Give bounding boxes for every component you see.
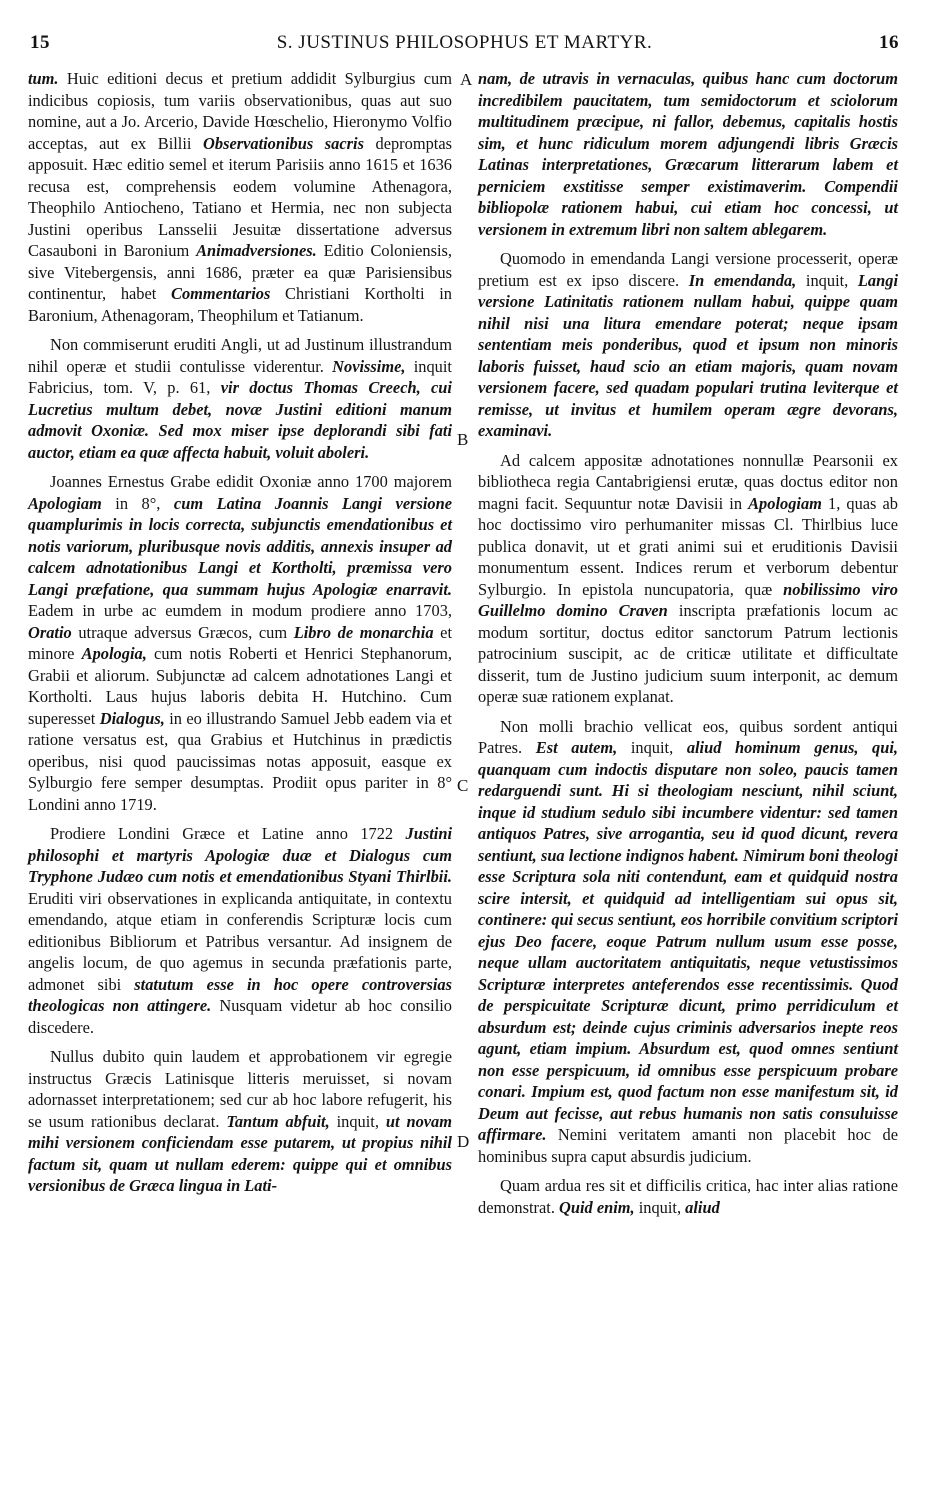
text-run: Prodiere Londini Græce et Latine anno 1722: [50, 824, 406, 843]
italic-text: nam, de utravis in vernaculas, quibus hanc cum doctorum incredibilem paucitatem, tum semidoctorum et sciolorum multitudinem præcipue, ni fallor, debemus, capitalis hostis sim, et hunc ridiculum morem adjungendi libris Græcis Latinas interpretationes, Græcarum litterarum labem et perniciem exstitisse semper existimaverim. Compendii bibliopolæ rationem habui, cui etiam hoc concessi, ut versionem in extremum libri non saltem ablegarem.: [478, 69, 898, 239]
running-header: [28, 32, 901, 58]
italic-text: tum.: [28, 69, 59, 88]
text-run: in 8°,: [101, 493, 174, 513]
text-run: Non commiserunt eruditi Angli, ut ad Justinum illustrandum nihil operæ et studii contulisse viderentur.: [28, 335, 452, 376]
left-column: [28, 68, 452, 1197]
italic-text: Tantum abfuit,: [226, 1111, 330, 1131]
text-run: 1, quas ab hoc doctissimo viro perhumaniter missas Cl. Thirlbius luce publica donavit, ut et grati animi sui et eruditionis Davisii monumentum essent. Indices rerum et verborum debentur Sylburgio. In epistola nuncupatoria, quæ: [478, 493, 899, 599]
italic-text: Apologiam: [28, 493, 102, 513]
margin-letter-c: C: [457, 776, 469, 795]
italic-text: Oratio: [28, 622, 72, 642]
text-run: Nusquam videtur ab hoc consilio discedere.: [28, 996, 452, 1037]
paragraph: [28, 471, 452, 815]
italic-text: Est autem,: [535, 738, 618, 757]
text-run: Joannes Ernestus Grabe edidit Oxoniæ anno 1700 majorem: [50, 472, 452, 491]
text-run: Nemini veritatem amanti non placebit hoc de hominibus supra caput absurdis judicium.: [478, 1125, 898, 1166]
text-run: Ad calcem appositæ adnotationes nonnullæ Pearsonii ex bibliotheca regia Cantabrigiensi erutæ, quas doctus editor non magni facit. Sequuntur notæ Davisii in: [478, 450, 898, 513]
paragraph: [478, 68, 898, 240]
italic-text: statutum esse in hoc opere controversias theologicas non attingere.: [28, 974, 452, 1015]
text-run: Quomodo in emendanda Langi versione processerit, operæ pretium est ex ipso discere.: [478, 249, 898, 290]
text-run: in eo illustrando Samuel Jebb eadem via et ratione versatus est, qua Grabius et Hutchinus in prædictis operibus, nisi quod paucissimas notas apposuit, easque ex Sylburgio fere semper desumptas. Prodiit opus pariter in 8° Londini anno 1719.: [28, 708, 452, 814]
italic-text: Dialogus,: [99, 708, 165, 728]
italic-text: vir doctus Thomas Creech, cui Lucretius multum debet, novæ Justini editioni manum admovit Oxoniæ. Sed mox miser ipse deplorandi sibi fati auctor, etiam ea quæ affecta habuit, voluit aboleri.: [28, 378, 452, 462]
italic-text: Quid enim,: [559, 1197, 635, 1217]
italic-text: cum Latina Joannis Langi versione quamplurimis in locis correcta, subjunctis emendationibus et notis variorum, pluribusque novis additis, annexis insuper ad calcem adnotationibus Langi et Kortholti, præmissa vero Langi præfatione, qua summam hujus Apologiæ enarravit.: [28, 493, 452, 599]
text-run: Nullus dubito quin laudem et approbationem vir egregie instructus Græcis Latinisque litteris meruisset, si novam adornasset interpretationem; sed cur ab hoc labore refugerit, his se usum rationibus declarat.: [28, 1047, 452, 1131]
text-run: Christiani Kortholti in Baronium, Athenagoram, Theophilum et Tatianum.: [28, 284, 453, 325]
right-column: [478, 68, 898, 1218]
paragraph: [478, 248, 898, 442]
page-number-left: 15: [30, 32, 50, 53]
text-run: Eruditi viri observationes in explicanda antiquitate, in contextu emendando, atque etiam in conferendis Scripturæ locis cum editionibus Bibliorum et Patribus versantur. Ad insignem de angelis locum, de quo agemus in secunda præfationis parte, admonet sibi: [28, 888, 452, 994]
italic-text: aliud: [685, 1197, 720, 1217]
margin-letter-a: A: [460, 70, 473, 89]
page-number-right: 16: [879, 32, 899, 53]
italic-text: Apologiam: [748, 493, 822, 513]
text-run: inquit,: [617, 738, 687, 757]
text-run: Non molli brachio vellicat eos, quibus sordent antiqui Patres.: [478, 716, 898, 757]
paragraph: [478, 450, 898, 708]
paragraph: [28, 823, 452, 1038]
paragraph: [28, 1046, 452, 1197]
italic-text: aliud hominum genus, qui, quanquam cum indoctis disputare non soleo, paucis tamen redarguendi sunt. Hi si theologiam nesciunt, nihil sciunt, inque id studium sedulo sibi incumbere videntur: sed tamen antiquos Patres, sive arrogantia, seu id quod dicunt, revera sentiunt, sua lectione indignos habent. Nimirum boni theologi esse Scriptura sola niti contendunt, eam et quidquid nostra scire intersit, et quidquid ad intelligentiam sui opus sit, continere: qui secus sentiunt, eos horribile convitium scriptori ejus Deo facere, eoque Patrum nullum usum esse posse, neque ullam auctoritatem antiquitatis, neque vetustissimos Scripturæ interpretes anteferendos esse recentissimis. Quod de perspicuitate Scripturæ dicunt, primo perridiculum et absurdum est; deinde cujus criminis adversarios inepte reos agunt, etiam impium. Absurdum est, quod omnes sentiunt non esse perspicuum, id omnibus esse perspicuum probare conari. Impium est, quod factum non esse manifestum sit, id Deum aut fecisse, aut rebus humanis non satis consuluisse affirmare.: [478, 738, 898, 1144]
text-run: inquit,: [634, 1197, 686, 1217]
italic-text: nobilissimo viro Guillelmo domino Craven: [478, 579, 898, 620]
running-title: S. JUSTINUS PHILOSOPHUS ET MARTYR.: [276, 32, 653, 53]
italic-text: Novissime,: [332, 356, 406, 376]
text-run: Eadem in urbe ac eumdem in modum prodiere anno 1703,: [28, 601, 452, 620]
italic-text: Apologia,: [81, 644, 147, 663]
text-run: et minore: [28, 622, 452, 663]
text-run: utraque adversus Græcos, cum: [71, 622, 294, 642]
italic-text: Justini philosophi et martyris Apologiæ duæ et Dialogus cum Tryphone Judæo cum notis et emendationibus Styani Thirlbii.: [28, 824, 452, 886]
paragraph: [478, 716, 898, 1168]
italic-text: Animadversiones.: [196, 241, 317, 260]
text-run: inscripta præfationis locum ac modum sortitur, doctus editor sanctorum Patrum lectionis patrocinium suscipit, ac de criticæ utilitate et difficultate disserit, tum de Justino judicium suum interponit, ac demum operæ suæ rationem explanat.: [478, 601, 898, 706]
italic-text: ut novam mihi versionem conficiendam esse putarem, ut propius nihil factum sit, quam ut nullam ederem: quippe qui et omnibus versionibus de Græca lingua in Lati-: [28, 1111, 452, 1195]
italic-text: Commentarios: [171, 284, 271, 303]
text-run: cum notis Roberti et Henrici Stephanorum, Grabii et aliorum. Subjunctæ ad calcem adnotationes Langi et Kortholti. Laus hujus laboris debita H. Hutchino. Cum superesset: [28, 644, 452, 728]
paragraph: [28, 68, 452, 326]
text-run: Editio Coloniensis, sive Vitebergensis, anni 1686, præter ea quæ Parisiensibus continentur, habet: [28, 241, 453, 303]
italic-text: In emendanda,: [688, 270, 797, 290]
text-run: depromptas apposuit. Hæc editio semel et iterum Parisiis anno 1615 et 1636 recusa est, comprehensis eodem volumine Athenagora, Theophilo Antiocheno, Tatiano et Hermia, nec non subjecta Justini operibus Lansselii Jesuitæ dissertatione adversus Casauboni in Baronium: [28, 133, 452, 260]
text-run: inquit,: [329, 1111, 386, 1131]
paragraph: [28, 334, 452, 463]
margin-letter-b: B: [457, 430, 469, 449]
italic-text: Libro de monarchia: [293, 622, 434, 642]
text-run: Quam ardua res sit et difficilis critica, hac inter alias ratione demonstrat.: [478, 1176, 898, 1217]
text-run: inquit,: [796, 270, 858, 290]
italic-text: Langi versione Latinitatis rationem nullam habui, quippe quam nihil nisi una litura emendare poterat; neque ipsam sententiam meis ponderibus, quod et ipsum non minoris laboris fuisset, haud scio an etiam majoris, quam novam versionem facere, sed quadam populari trutina leviterque et remisse, ut invitus et humilem operam ægre devorans, examinavi.: [478, 270, 898, 440]
paragraph: [478, 1175, 898, 1218]
margin-letter-d: D: [457, 1132, 470, 1151]
text-run: Huic editioni decus et pretium addidit Sylburgius cum indicibus copiosis, tum variis observationibus, quas aut suo nomine, aut a Jo. Arcerio, Davide Hœschelio, Hieronymo Volfio acceptas, aut ex Billii: [28, 69, 452, 153]
text-run: inquit Fabricius, tom. V, p. 61,: [28, 356, 452, 397]
italic-text: Observationibus sacris: [203, 133, 364, 153]
